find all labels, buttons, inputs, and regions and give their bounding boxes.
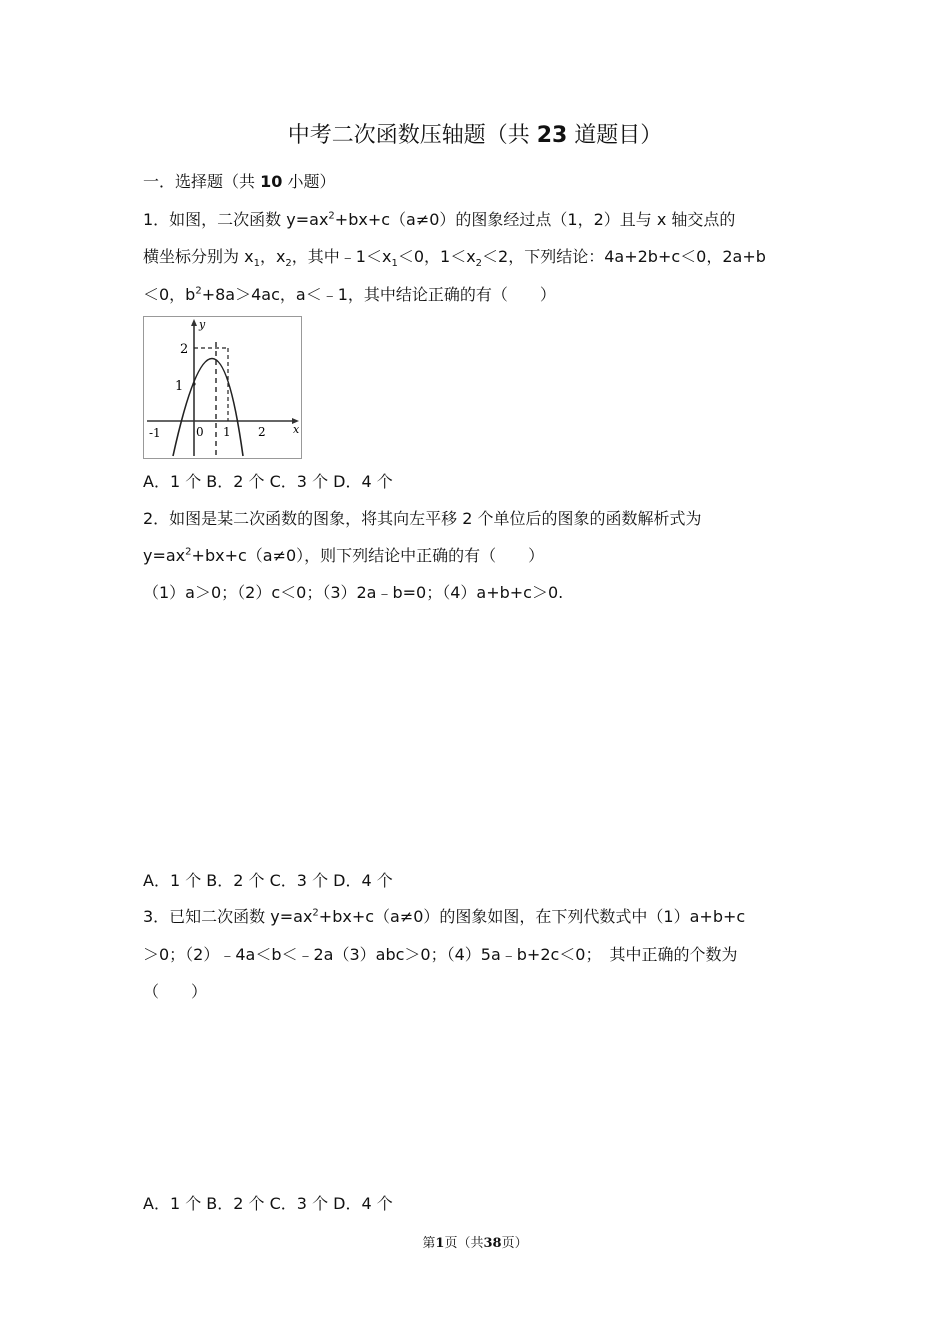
section-heading: 一．选择题（共 10 小题） [143,172,336,191]
axis-y-label: y [199,318,206,331]
q3-line3: （ ） [143,982,208,1001]
tick-y2: 2 [180,342,189,357]
q1-options: A．1 个 B．2 个 C．3 个 D．4 个 [143,472,393,491]
page-title: 中考二次函数压轴题（共 23 道题目） [287,123,663,148]
tick-xm1: -1 [149,426,161,440]
q1-line3: ＜0，$b^2+8a>4ac$，a＜﹣1，其中结论正确的有（ ） [143,285,556,304]
y-intercept-dot [192,382,195,385]
page-footer: 第1页（共38页） [422,1236,528,1251]
q2-line3: （1）a＞0；（2）c＜0；（3）2a﹣b=0；（4）a+b+c＞0. [143,583,564,602]
tick-0: 0 [196,425,204,439]
q3-options: A．1 个 B．2 个 C．3 个 D．4 个 [143,1194,393,1213]
tick-x1: 1 [223,425,231,439]
q1-line1: 1．如图，二次函数 $y=ax^2+bx+c(a\ne 0)$的图象经过点（1，2）且与 x 轴交点的 [143,210,736,229]
q2-line2: $y=ax^2+bx+c(a\ne 0)$，则下列结论中正确的有（ ） [143,546,545,565]
q2-options: A．1 个 B．2 个 C．3 个 D．4 个 [143,871,393,890]
q3-line1: 3．已知二次函数 $y=ax^2+bx+c(a\ne 0)$的图象如图，在下列代数式中（1）a+b+c [143,907,746,926]
tick-y1: 1 [175,379,184,394]
tick-x2: 2 [258,425,266,439]
q2-line1: 2．如图是某二次函数的图象，将其向左平移 2 个单位后的图象的函数解析式为 [143,509,702,528]
axis-x-label: x [293,423,300,436]
q3-line2: ＞0；（2）﹣4a＜b＜﹣2a（3）abc＞0；（4）5a﹣b+2c＜0； 其中正确的个数为 [143,945,738,964]
q1-line2: 横坐标分别为 $x_1$，$x_2$，其中$﹣1<x_1<0$，$1<x_2<2$，下列结论：4a+2b+c＜0，2a+b [143,247,766,270]
q1-parabola-graph [143,316,302,459]
